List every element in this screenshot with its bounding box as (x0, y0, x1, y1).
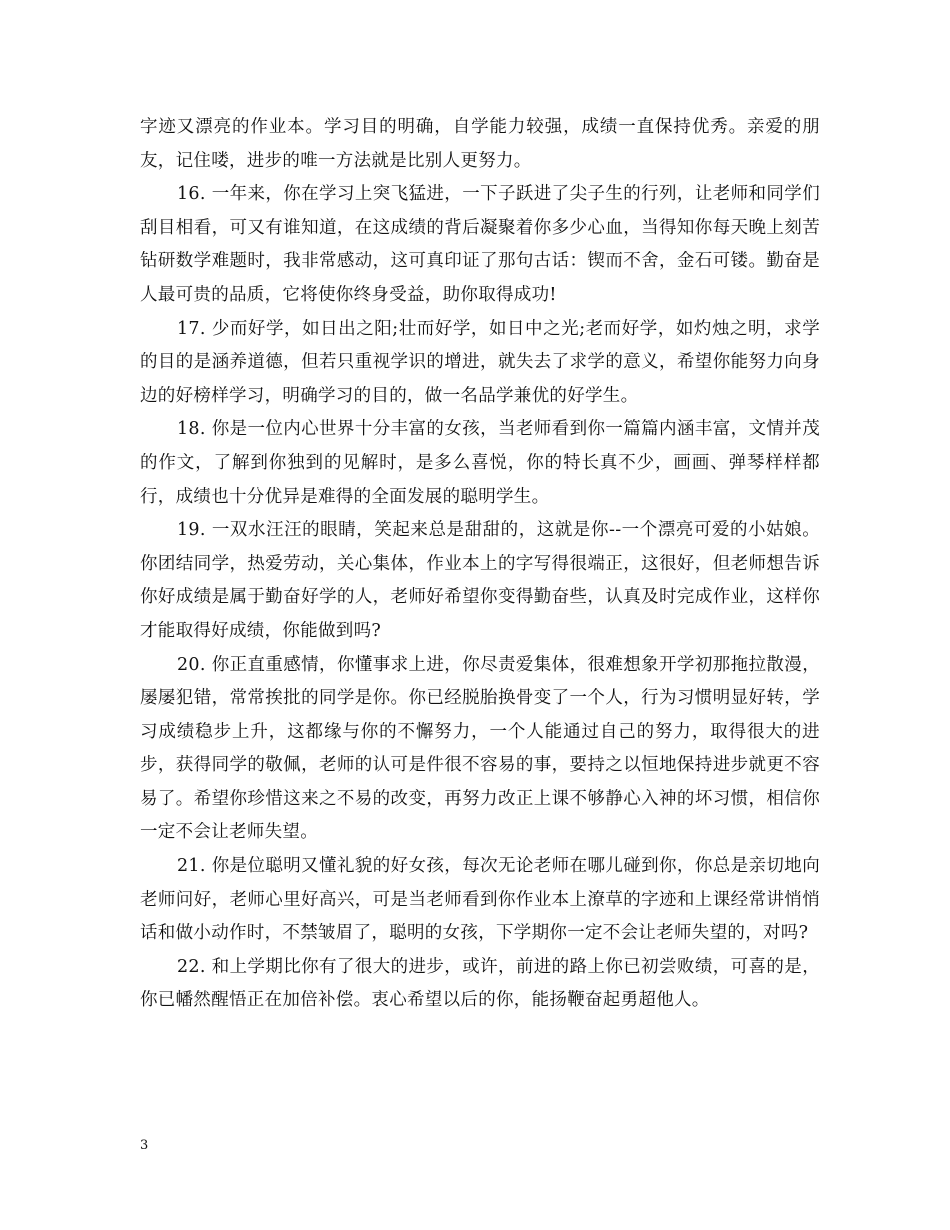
paragraph-16: 16. 一年来，你在学习上突飞猛进，一下子跃进了尖子生的行列，让老师和同学们刮目相看，可又有谁知道，在这成绩的背后凝聚着你多少心血，当得知你每天晚上刻苦钻研数学难题时，我非常感动，这可真印证了那句古话：锲而不舍，金石可镂。勤奋是人最可贵的品质，它将使你终身受益，助你取得成功! (140, 184, 820, 305)
paragraph-22: 22. 和上学期比你有了很大的进步，或许，前进的路上你已初尝败绩，可喜的是，你已幡然醒悟正在加倍补偿。衷心希望以后的你，能扬鞭奋起勇超他人。 (140, 956, 820, 1011)
paragraph-18: 18. 你是一位内心世界十分丰富的女孩，当老师看到你一篇篇内涵丰富，文情并茂的作文，了解到你独到的见解时，是多么喜悦，你的特长真不少，画画、弹琴样样都行，成绩也十分优异是难得的全面发展的聪明学生。 (140, 419, 820, 507)
paragraph-17: 17. 少而好学，如日出之阳;壮而好学，如日中之光;老而好学，如灼烛之明，求学的目的是涵养道德，但若只重视学识的增进，就失去了求学的意义，希望你能努力向身边的好榜样学习，明确学习的目的，做一名品学兼优的好学生。 (140, 318, 820, 406)
page-number: 3 (140, 1138, 149, 1153)
paragraph-20: 20. 你正直重感情，你懂事求上进，你尽责爱集体，很难想象开学初那拖拉散漫，屡屡犯错，常常挨批的同学是你。你已经脱胎换骨变了一个人，行为习惯明显好转，学习成绩稳步上升，这都缘与你的不懈努力，一个人能通过自己的努力，取得很大的进步，获得同学的敬佩，老师的认可是件很不容易的事，要持之以恒地保持进步就更不容易了。希望你珍惜这来之不易的改变，再努力改正上课不够静心入神的坏习惯，相信你一定不会让老师失望。 (140, 654, 820, 843)
paragraph-21: 21. 你是位聪明又懂礼貌的好女孩，每次无论老师在哪儿碰到你，你总是亲切地向老师问好，老师心里好高兴，可是当老师看到你作业本上潦草的字迹和上课经常讲悄悄话和做小动作时，不禁皱眉了，聪明的女孩，下学期你一定不会让老师失望的，对吗? (140, 856, 820, 944)
paragraph-continuation: 字迹又漂亮的作业本。学习目的明确，自学能力较强，成绩一直保持优秀。亲爱的朋友，记住喽，进步的唯一方法就是比别人更努力。 (140, 117, 820, 171)
paragraph-19: 19. 一双水汪汪的眼睛，笑起来总是甜甜的，这就是你--一个漂亮可爱的小姑娘。你团结同学，热爱劳动，关心集体，作业本上的字写得很端正，这很好，但老师想告诉你好成绩是属于勤奋好学的人，老师好希望你变得勤奋些，认真及时完成作业，这样你才能取得好成绩，你能做到吗? (140, 520, 820, 641)
document-body (140, 111, 820, 1018)
